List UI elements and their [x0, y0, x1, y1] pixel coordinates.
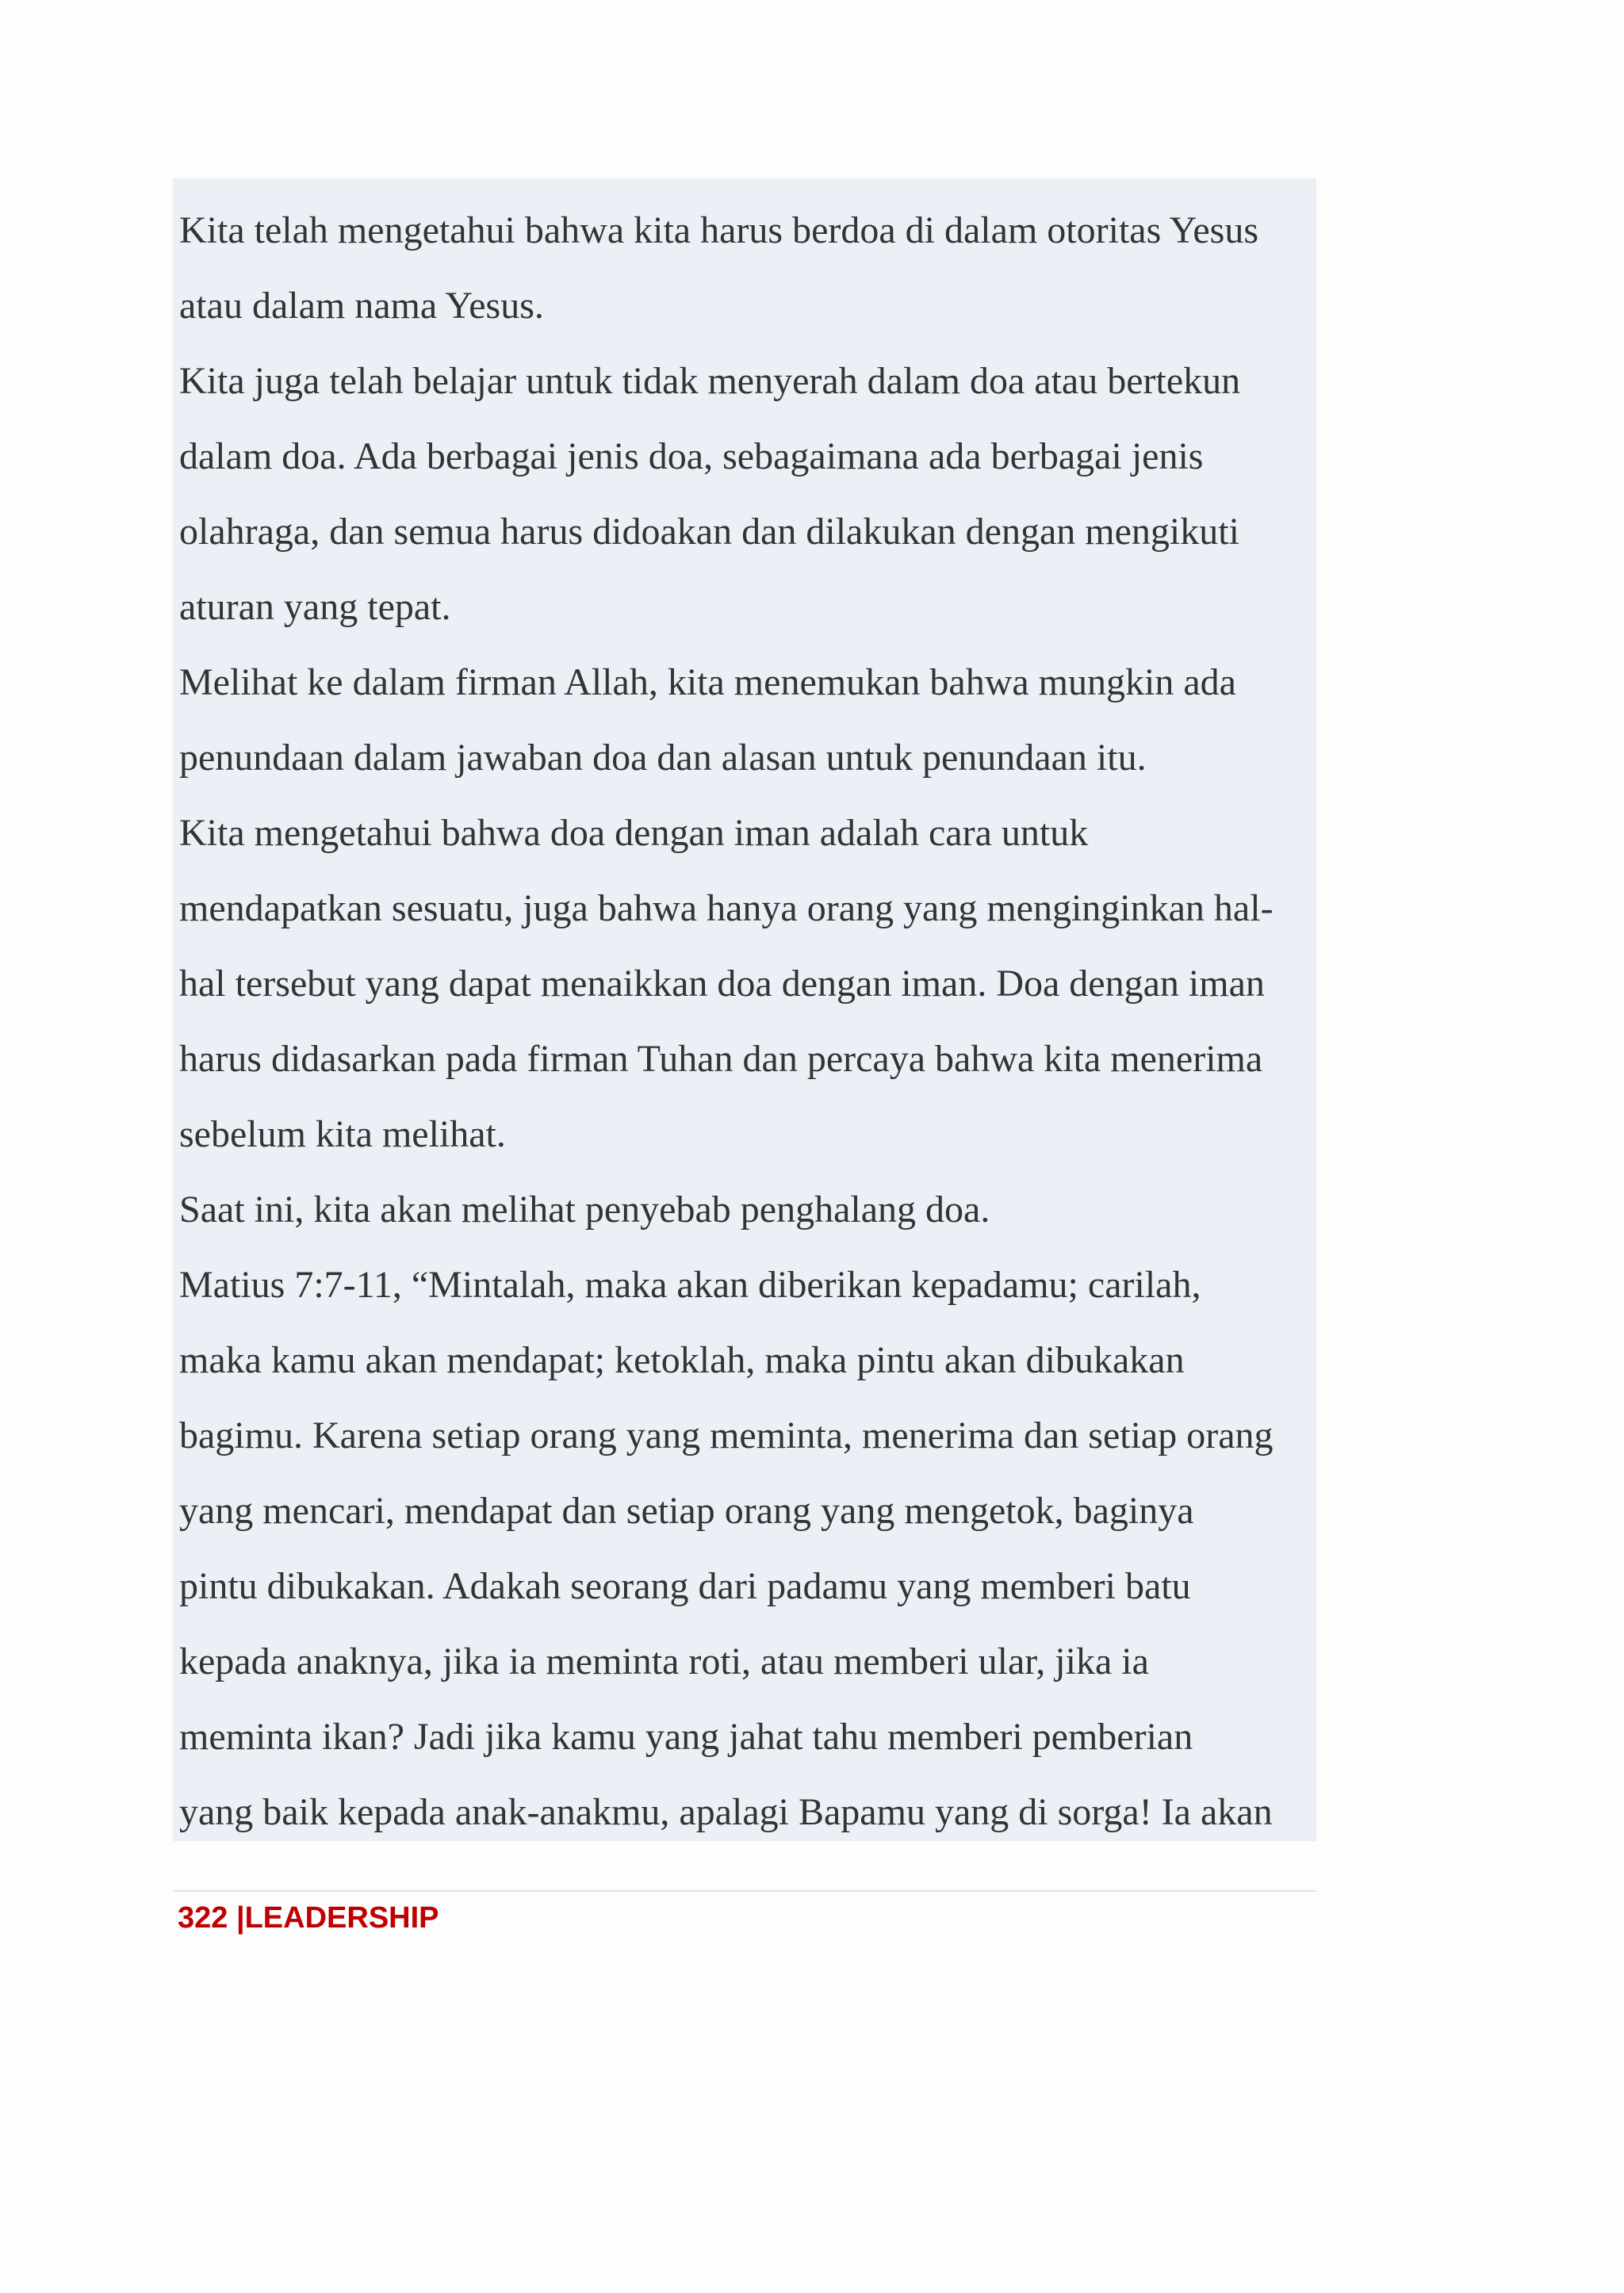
text-line: aturan yang tepat.	[179, 586, 451, 628]
text-line: Kita telah mengetahui bahwa kita harus berdoa di dalam otoritas Yesus	[179, 209, 1258, 251]
text-line: Kita mengetahui bahwa doa dengan iman adalah cara untuk	[179, 812, 1089, 854]
text-line: meminta ikan? Jadi jika kamu yang jahat tahu memberi pemberian	[179, 1716, 1193, 1758]
text-line: Saat ini, kita akan melihat penyebab penghalang doa.	[179, 1189, 990, 1231]
text-line: olahraga, dan semua harus didoakan dan dilakukan dengan mengikuti	[179, 511, 1239, 553]
text-line: Kita juga telah belajar untuk tidak menyerah dalam doa atau bertekun	[179, 360, 1241, 402]
text-line: hal tersebut yang dapat menaikkan doa dengan iman. Doa dengan iman	[179, 963, 1265, 1005]
text-line: harus didasarkan pada firman Tuhan dan percaya bahwa kita menerima	[179, 1038, 1263, 1080]
text-line: mendapatkan sesuatu, juga bahwa hanya orang yang menginginkan hal-	[179, 887, 1274, 929]
text-line: pintu dibukakan. Adakah seorang dari padamu yang memberi batu	[179, 1565, 1191, 1607]
text-line: Matius 7:7-11, “Mintalah, maka akan diberikan kepadamu; carilah,	[179, 1264, 1201, 1306]
text-line: dalam doa. Ada berbagai jenis doa, sebagaimana ada berbagai jenis	[179, 435, 1204, 477]
text-line: kepada anaknya, jika ia meminta roti, atau memberi ular, jika ia	[179, 1640, 1149, 1682]
text-line: atau dalam nama Yesus.	[179, 285, 544, 327]
footer-divider	[173, 1890, 1316, 1892]
text-line: sebelum kita melihat.	[179, 1113, 506, 1155]
text-line: yang baik kepada anak-anakmu, apalagi Bapamu yang di sorga! Ia akan	[179, 1791, 1273, 1833]
page-footer-label: 322 |LEADERSHIP	[178, 1901, 439, 1935]
text-line: maka kamu akan mendapat; ketoklah, maka pintu akan dibukakan	[179, 1339, 1185, 1381]
text-line: bagimu. Karena setiap orang yang meminta, menerima dan setiap orang	[179, 1414, 1274, 1457]
text-line: Melihat ke dalam firman Allah, kita menemukan bahwa mungkin ada	[179, 661, 1236, 703]
highlighted-text-block	[173, 178, 1316, 1841]
text-line: yang mencari, mendapat dan setiap orang yang mengetok, baginya	[179, 1490, 1194, 1532]
text-line: penundaan dalam jawaban doa dan alasan untuk penundaan itu.	[179, 737, 1147, 779]
